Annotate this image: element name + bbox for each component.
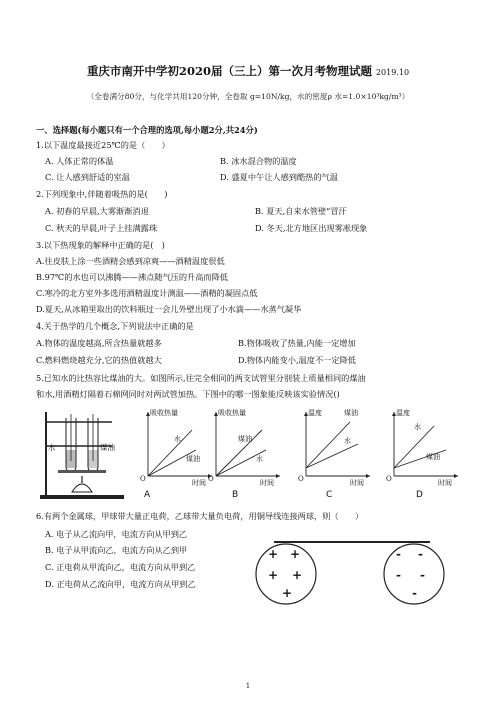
graph-c-lower-line — [306, 444, 358, 468]
charge-plus: + — [268, 568, 279, 582]
q4-stem: 4.关于热学的几个概念,下列说法中正确的是 — [36, 321, 194, 331]
q5-graph-d — [384, 408, 464, 500]
graph-a-lower-label: 煤油 — [186, 455, 200, 463]
graph-b-origin: O — [208, 475, 214, 483]
q3-option-c: C.寒冷的北方室外多选用酒精温度计测温——酒精的凝固点低 — [36, 288, 258, 298]
graph-b-lower-label: 水 — [256, 455, 263, 463]
page-title — [0, 63, 496, 79]
graph-a-origin: O — [140, 475, 146, 483]
q5-graph-c — [296, 408, 376, 500]
graph-d-upper-label: 水 — [414, 423, 421, 431]
q6-option-a: A. 电子从乙流向甲，电流方向从甲到乙 — [45, 529, 188, 539]
graph-b-xlabel: 时间 — [260, 479, 274, 487]
graph-a-upper-label: 水 — [174, 435, 181, 443]
graph-a-letter: A — [144, 490, 151, 500]
title-text: 重庆市南开中学初2020届（三上）第一次月考物理试题 — [86, 64, 372, 78]
q5-stem-line1: 5.已知水的比热容比煤油的大。如图所示,往完全相同的两支试管里分别装上质量相同的煤油 — [36, 373, 366, 383]
graph-c-origin: O — [298, 475, 304, 483]
q1-option-a: A. 人体正常的体温 — [45, 156, 114, 166]
graph-d-letter: D — [416, 490, 423, 500]
charge-plus: + — [268, 547, 279, 561]
graph-d-plot — [384, 408, 464, 490]
q2-stem: 2.下列现象中,伴随着吸热的是( ) — [36, 189, 168, 199]
q4-option-d: D.物体内能变小,温度不一定降低 — [238, 355, 356, 365]
q6-stem: 6.有两个金属球，甲球带大量正电荷，乙球带大量负电荷，用铜导线连接两球，则（ ） — [36, 511, 364, 521]
q6-option-b: B. 电子从甲流向乙，电流方向从乙到甲 — [45, 545, 188, 555]
q1-option-d: D. 盛夏中午让人感到酷热的气温 — [220, 172, 338, 182]
graph-d-xlabel: 时间 — [438, 479, 452, 487]
q4-option-a: A.物体的温度越高,所含热量就越多 — [36, 338, 162, 348]
q1-option-b: B. 冰水混合物的温度 — [220, 156, 297, 166]
q2-option-a: A. 初春的早晨,大雾渐渐消退 — [45, 206, 149, 216]
graph-b-letter: B — [232, 490, 239, 500]
graph-a-xlabel: 时间 — [192, 479, 206, 487]
q5-stem-line2: 和水,用酒精灯隔着石棉网同时对两试管加热。下图中的哪一图象能反映该实验情况() — [36, 389, 340, 399]
graph-c-lower-label: 水 — [344, 437, 351, 445]
q3-option-d: D.夏天,从冰箱里取出的饮料瓶过一会儿外壁出现了小水滴——水蒸气凝华 — [36, 304, 302, 314]
graph-d-lower-label: 煤油 — [426, 453, 440, 461]
q4-option-b: B.物体吸收了热量,内能一定增加 — [238, 338, 356, 348]
charge-plus: + — [290, 547, 301, 561]
q5-apparatus-figure — [36, 406, 128, 502]
graph-b-upper-label: 煤油 — [238, 435, 252, 443]
section-heading: 一、选择题(每小题只有一个合理的选项,每小题2分,共24分) — [36, 125, 258, 135]
graph-c-ylabel: 温度 — [308, 409, 322, 417]
graph-a-upper-line — [148, 430, 192, 476]
charge-minus: - — [396, 547, 401, 561]
q6-spheres-figure — [252, 534, 452, 608]
q5-graph-a — [136, 408, 216, 500]
graph-c-xlabel: 时间 — [350, 479, 364, 487]
charge-minus: - — [396, 568, 401, 582]
q3-stem: 3.以下热现象的解释中正确的是( ) — [36, 240, 165, 250]
apparatus-label-kerosene: 煤油 — [100, 443, 115, 452]
q3-option-a: A.往皮肤上涂一些酒精会感到凉爽——酒精温度很低 — [36, 256, 225, 266]
graph-b-ylabel: 吸收热量 — [218, 409, 246, 417]
graph-b-plot — [206, 408, 286, 490]
charge-plus: + — [282, 586, 293, 600]
graph-c-upper-label: 煤油 — [344, 409, 358, 417]
q5-graph-b — [206, 408, 286, 500]
q4-option-c: C.燃料燃烧越充分,它的热值就越大 — [36, 355, 162, 365]
q6-option-c: C. 正电荷从甲流向乙，电流方向从甲到乙 — [45, 562, 196, 572]
q2-option-d: D. 冬天,北方地区出现雾凇现象 — [255, 223, 368, 233]
charge-minus: - — [418, 547, 423, 561]
q1-stem: 1.以下温度最接近25℃的是（ ） — [36, 140, 170, 150]
q2-option-c: C. 秋天的早晨,叶子上挂满露珠 — [45, 223, 158, 233]
title-date: 2019.10 — [375, 68, 410, 77]
q6-option-d: D. 正电荷从乙流向甲，电流方向从甲到乙 — [45, 579, 196, 589]
graph-d-ylabel: 温度 — [396, 409, 410, 417]
graph-d-origin: O — [386, 475, 392, 483]
apparatus-label-water: 水 — [48, 443, 56, 452]
charge-minus: - — [420, 568, 425, 582]
page-number: 1 — [245, 682, 251, 690]
graph-a-ylabel: 吸收热量 — [150, 409, 178, 417]
q3-option-b: B.97℃的水也可以沸腾——沸点随气压的升高而降低 — [36, 272, 228, 282]
charge-minus: - — [412, 586, 417, 600]
q2-option-b: B. 夏天,自来水管壁“冒汗 — [255, 206, 347, 216]
q1-option-c: C. 让人感到舒适的室温 — [45, 172, 130, 182]
charge-plus: + — [292, 568, 303, 582]
page-subtitle: （全卷满分80分，与化学共用120分钟，全卷取 g=10N/kg，水的密度ρ 水=1.0×10³kg/m³） — [86, 92, 410, 101]
graph-c-plot — [296, 408, 376, 490]
graph-c-letter: C — [326, 490, 333, 500]
